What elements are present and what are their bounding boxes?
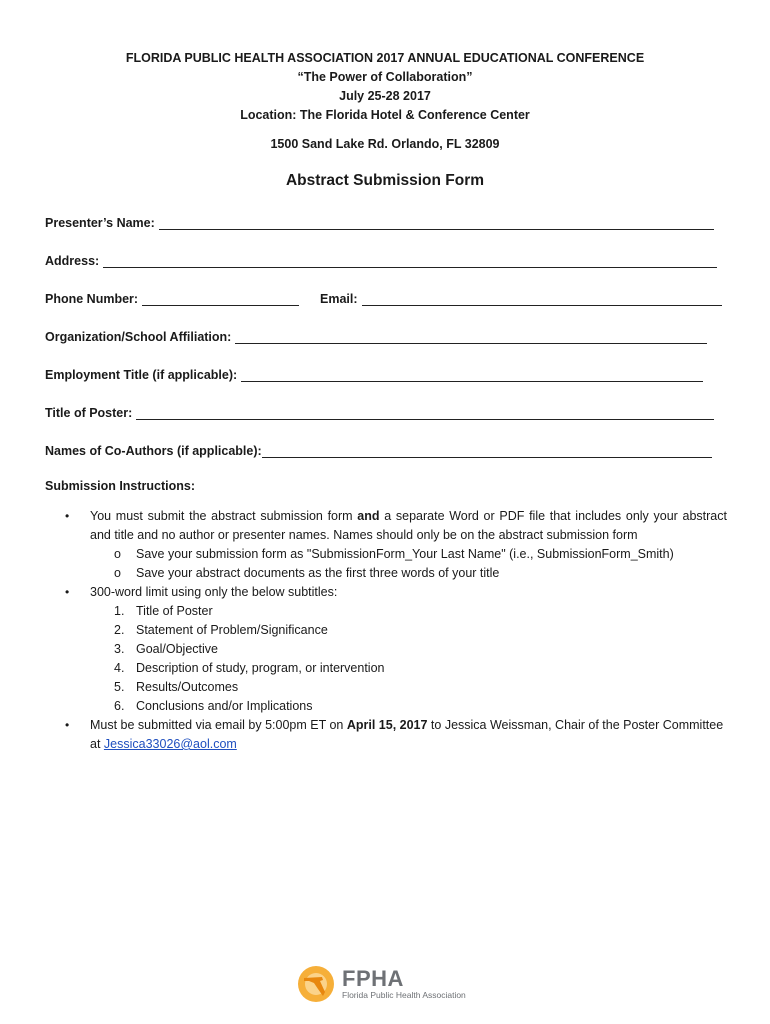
- address-line[interactable]: [103, 253, 717, 268]
- sub-bullet-icon: o: [114, 566, 121, 580]
- conference-name: FLORIDA PUBLIC HEALTH ASSOCIATION 2017 ANNUAL EDUCATIONAL CONFERENCE: [125, 51, 645, 65]
- organization-field: [45, 326, 707, 344]
- employment-title-field: [45, 364, 703, 382]
- conference-address: 1500 Sand Lake Rd. Orlando, FL 32809: [270, 137, 500, 151]
- conference-theme: “The Power of Collaboration”: [297, 70, 473, 84]
- email-line[interactable]: [362, 291, 722, 306]
- email-field: [320, 288, 722, 306]
- conference-dates: July 25-28 2017: [339, 89, 431, 103]
- instructions-list: [45, 507, 727, 754]
- list-item: 6. Conclusions and/or Implications: [114, 699, 313, 713]
- poster-title-field: [45, 402, 714, 420]
- presenter-name-line[interactable]: [159, 215, 714, 230]
- email-link[interactable]: Jessica33026@aol.com: [103, 737, 237, 751]
- organization-label: Organization/School Affiliation:: [45, 330, 232, 344]
- instruction-bullet-deadline: • Must be submitted via email by 5:00pm ET on April 15, 2017 to Jessica Weissman, Chair of the Poster Committee at Jessica33026@aol.com: [65, 718, 724, 751]
- poster-title-line[interactable]: [136, 405, 714, 420]
- address-label: Address:: [45, 254, 100, 268]
- phone-field: [45, 288, 299, 306]
- instruction-bullet-submit: • You must submit the abstract submission form and a separate Word or PDF file that includes only your abstract and title and no author or presenter names. Names should only be on the abstract submission form: [65, 509, 727, 542]
- organization-line[interactable]: [235, 329, 707, 344]
- bullet-icon: •: [65, 718, 70, 732]
- coauthors-label: Names of Co-Authors (if applicable):: [45, 444, 262, 458]
- instruction-bullet-word-limit: • 300-word limit using only the below subtitles:: [45, 583, 727, 602]
- conference-header: [0, 49, 770, 154]
- instruction-sub-abstract-name: o Save your abstract documents as the first three words of your title: [45, 564, 727, 583]
- instructions-title: Submission Instructions:: [45, 479, 196, 493]
- employment-title-line[interactable]: [241, 367, 703, 382]
- florida-sun-icon: [296, 964, 336, 1004]
- bullet-icon: •: [65, 585, 70, 599]
- phone-line[interactable]: [142, 291, 299, 306]
- presenter-name-field: [45, 212, 714, 230]
- bullet-icon: •: [65, 509, 70, 523]
- email-label: Email:: [320, 292, 358, 306]
- list-item: 1. Title of Poster: [114, 604, 213, 618]
- list-item: 4. Description of study, program, or intervention: [114, 661, 385, 675]
- presenter-name-label: Presenter’s Name:: [45, 216, 155, 230]
- list-item: 5. Results/Outcomes: [114, 680, 239, 694]
- address-field: [45, 250, 717, 268]
- instruction-sub-form-name: o Save your submission form as "SubmissionForm_Your Last Name" (i.e., SubmissionForm_Smith): [45, 545, 727, 564]
- sub-bullet-icon: o: [114, 547, 121, 561]
- logo-abbreviation: FPHA: [342, 965, 404, 991]
- poster-title-label: Title of Poster:: [45, 406, 133, 420]
- form-title: Abstract Submission Form: [285, 172, 485, 189]
- list-item: 2. Statement of Problem/Significance: [114, 623, 328, 637]
- fpha-logo: [296, 962, 466, 1006]
- coauthors-field: [45, 440, 712, 458]
- list-item: 3. Goal/Objective: [114, 642, 218, 656]
- logo-full-name: Florida Public Health Association: [342, 989, 466, 1000]
- employment-title-label: Employment Title (if applicable):: [45, 368, 238, 382]
- phone-label: Phone Number:: [45, 292, 139, 306]
- coauthors-line[interactable]: [262, 443, 712, 458]
- conference-location: Location: The Florida Hotel & Conference Center: [240, 108, 530, 122]
